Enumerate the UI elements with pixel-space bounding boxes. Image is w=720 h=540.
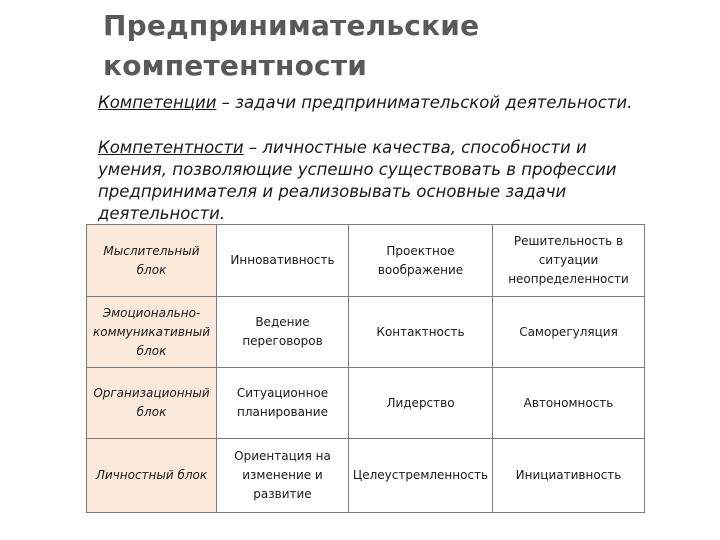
competence-cell: Решительность в ситуации неопределенности (493, 225, 645, 297)
table-row (87, 439, 645, 513)
competencies-term: Компетенции (98, 93, 217, 112)
competence-cell: Лидерство (349, 368, 493, 439)
slide-title-line1: Предпринимательские (103, 9, 480, 42)
competences-definition (98, 137, 638, 225)
competencies-definition (98, 92, 658, 114)
competencies-text: – задачи предпринимательской деятельности. (216, 93, 633, 112)
competence-cell: Саморегуляция (493, 297, 645, 368)
competence-cell: Инновативность (217, 225, 349, 297)
competence-cell: Проектное воображение (349, 225, 493, 297)
competence-cell: Инициативность (493, 439, 645, 513)
table-row (87, 225, 645, 297)
block-name-cell: Эмоционально-коммуникативный блок (87, 297, 217, 368)
competence-cell: Ориентация на изменение и развитие (217, 439, 349, 513)
competence-cell: Целеустремленность (349, 439, 493, 513)
block-name-cell: Организационный блок (87, 368, 217, 439)
block-name-cell: Личностный блок (87, 439, 217, 513)
slide-title (103, 6, 663, 86)
competences-table (86, 224, 645, 513)
competence-cell: Ситуационное планирование (217, 368, 349, 439)
competences-term: Компетентности (98, 138, 244, 157)
competences-text: – личностные качества, способности и умения, позволяющие успешно существовать в профессии предпринимателя и реализовывать основные задачи деятельности. (98, 138, 617, 223)
slide-title-line2: компетентности (103, 49, 368, 82)
table-row (87, 368, 645, 439)
competence-cell: Ведение переговоров (217, 297, 349, 368)
block-name-cell: Мыслительный блок (87, 225, 217, 297)
table-row (87, 297, 645, 368)
competence-cell: Автономность (493, 368, 645, 439)
competence-cell: Контактность (349, 297, 493, 368)
